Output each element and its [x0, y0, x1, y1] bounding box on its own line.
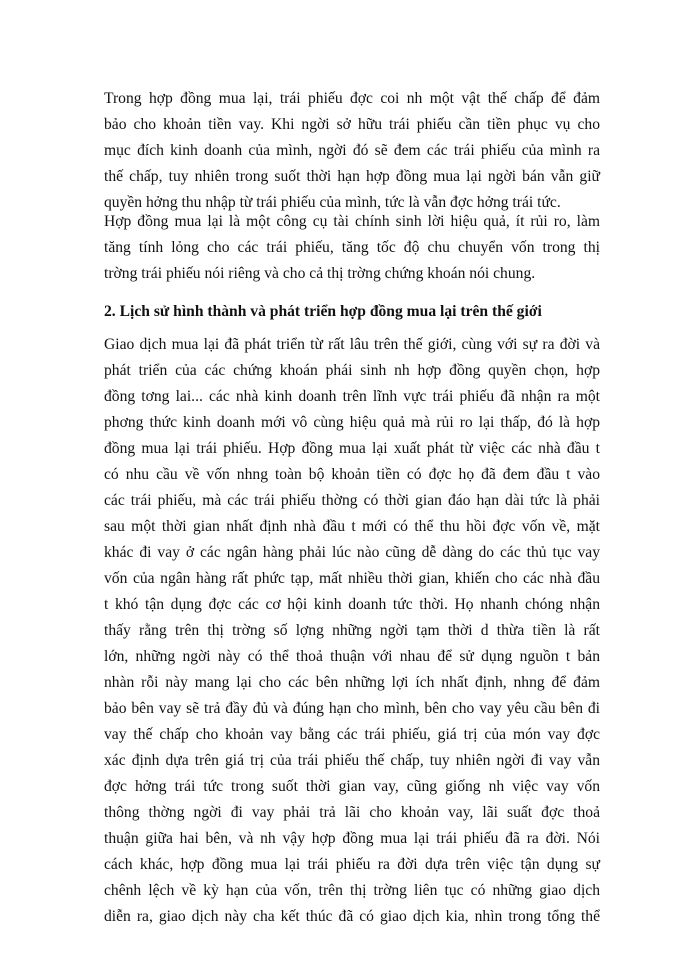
text-line: đồng mua lại trái phiếu. Hợp đồng mua lại xuất phát từ việc các nhà đầu t	[104, 440, 600, 457]
paragraph-3	[104, 332, 600, 930]
text-line: thuận giữa hai bên, và nh vậy hợp đồng mua lại trái phiếu đã ra đời. Nói	[104, 830, 600, 847]
text-line: phát triển của các chứng khoán phái sinh nh hợp đồng quyền chọn, hợp	[104, 362, 600, 379]
text-line: quyền hởng thu nhập từ trái phiếu của mình, tức là vẫn đợc hởng trái tức.	[104, 194, 561, 211]
text-line: vay thế chấp cho khoản vay bằng các trái phiếu, giá trị của món vay đợc	[104, 726, 600, 743]
text-line: có nhu cầu về vốn nhng toàn bộ khoản tiền có đợc họ đã đem đầu t vào	[104, 466, 600, 483]
text-line: sau một thời gian nhất định nhà đầu t mới có thể thu hồi đợc vốn về, mặt	[104, 518, 600, 535]
text-line: lớn, những ngời này có thể thoả thuận với nhau để sử dụng nguồn t bản	[104, 648, 600, 665]
paragraph-2	[104, 209, 600, 287]
text-line: Hợp đồng mua lại là một công cụ tài chính sinh lời hiệu quả, ít rủi ro, làm	[104, 213, 600, 230]
text-line: cách khác, hợp đồng mua lại trái phiếu ra đời dựa trên việc tận dụng sự	[104, 856, 600, 873]
section-heading: 2. Lịch sử hình thành và phát triển hợp đồng mua lại trên thế giới	[104, 303, 542, 320]
text-line: nhàn rỗi này mang lại cho các bên những lợi ích nhất định, nhng để đảm	[104, 674, 600, 691]
text-line: đợc hởng trái tức trong suốt thời gian vay, cũng giống nh việc vay vốn	[104, 778, 600, 795]
text-line: trờng trái phiếu nói riêng và cho cả thị trờng chứng khoán nói chung.	[104, 265, 536, 282]
text-line: phơng thức kinh doanh mới vô cùng hiệu quả mà rủi ro lại thấp, đó là hợp	[104, 414, 600, 431]
text-line: khác đi vay ở các ngân hàng phải lúc nào cũng dễ dàng do các thủ tục vay	[104, 544, 600, 561]
text-line: đồng tơng lai... các nhà kinh doanh trên lĩnh vực trái phiếu đã nhận ra một	[104, 388, 600, 405]
text-line: Giao dịch mua lại đã phát triển từ rất lâu trên thế giới, cùng với sự ra đời và	[104, 336, 600, 353]
text-line: thấy rằng trên thị trờng số lợng những ngời tạm thời d thừa tiền là rất	[104, 622, 600, 639]
text-line: thế chấp, tuy nhiên trong suốt thời hạn hợp đồng mua lại ngời bán vẫn giữ	[104, 168, 600, 185]
text-line: mục đích kinh doanh của mình, ngời đó sẽ đem các trái phiếu của mình ra	[104, 142, 600, 159]
text-line: các trái phiếu, mà các trái phiếu thờng có thời gian đáo hạn dài tức là phải	[104, 492, 600, 509]
paragraph-1	[104, 86, 600, 216]
text-line: tăng tính lỏng cho các trái phiếu, tăng tốc độ chu chuyển vốn trong thị	[104, 239, 600, 256]
text-line: t khó tận dụng đợc các cơ hội kinh doanh tức thời. Họ nhanh chóng nhận	[104, 596, 600, 613]
text-line: bảo cho khoản tiền vay. Khi ngời sở hữu trái phiếu cần tiền phục vụ cho	[104, 116, 600, 133]
text-line: bảo bên vay sẽ trả đầy đủ và đúng hạn cho mình, bên cho vay yêu cầu bên đi	[104, 700, 600, 717]
text-line: Trong hợp đồng mua lại, trái phiếu đợc coi nh một vật thế chấp để đảm	[104, 90, 600, 107]
text-line: vốn của ngân hàng rất phức tạp, mất nhiều thời gian, khiến cho các nhà đầu	[104, 570, 600, 587]
text-line: xác định dựa trên giá trị của trái phiếu thế chấp, tuy nhiên ngời đi vay vẫn	[104, 752, 600, 769]
text-line: chênh lệch về kỳ hạn của vốn, trên thị trờng liên tục có những giao dịch	[104, 882, 600, 899]
text-line: thông thờng ngời đi vay phải trả lãi cho khoản vay, lãi suất đợc thoả	[104, 804, 600, 821]
text-line: diễn ra, giao dịch này cha kết thúc đã có giao dịch kia, nhìn trong tổng thể	[104, 908, 600, 925]
